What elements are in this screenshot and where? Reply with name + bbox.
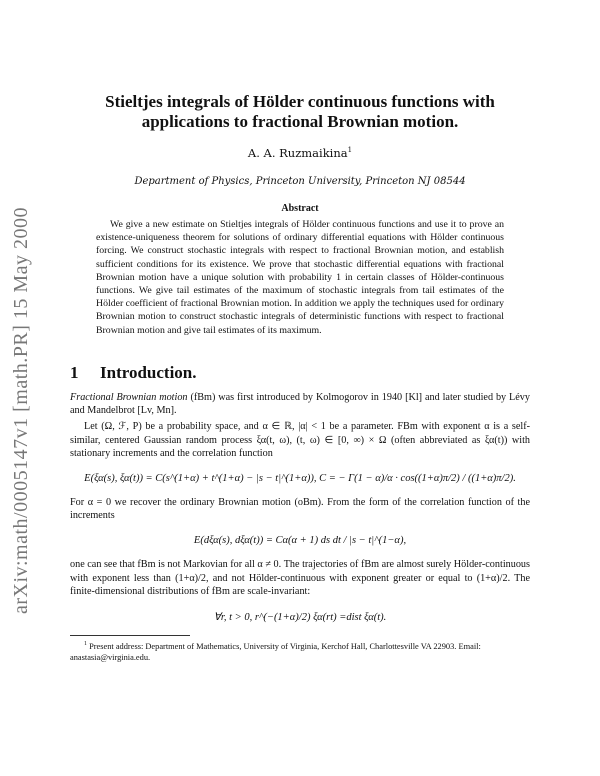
section-heading [70, 363, 530, 383]
intro-paragraph-3: For α = 0 we recover the ordinary Brownian motion (oBm). From the form of the correlation function of the increments [70, 496, 530, 522]
section-title: Introduction. [100, 362, 197, 382]
abstract-text: We give a new estimate on Stieltjes integrals of Hölder continuous functions and use it to prove an existence-uniqueness theorem for solutions of ordinary differential equations with Hölder continuous forcing. We construct stochastic integrals with respect to fractional Brownian motion, and establish sufficient conditions for its existence. We prove that stochastic differential equations with fractional Brownian motion have a unique solution with probability 1 in certain classes of Hölder-continuous functions. We give tail estimates of the maximum of stochastic integrals from tail estimates of the Hölder coefficient of fractional Brownian motion. In addition we apply the techniques used for ordinary Brownian motion to construct stochastic integrals of deterministic functions with respect to fractional Brownian motion and give tail estimates of its maximum. [96, 219, 504, 336]
footnote [70, 639, 530, 663]
title-line-2: applications to fractional Brownian motion. [141, 112, 459, 131]
intro-paragraph-4: one can see that fBm is not Markovian for all α ≠ 0. The trajectories of fBm are almost surely Hölder-continuous with exponent less than (1+α)/2, and not Hölder-continuous with exponent greater or equal to (1+α)/2. The finite-dimensional distributions of fBm are scale-invariant: [70, 558, 530, 598]
footnote-mark: 1 [84, 640, 87, 647]
footnote-text: Present address: Department of Mathematics, University of Virginia, Kerchof Hall, Charlottesville VA 22903. Email: anastasia@virginia.edu. [70, 641, 481, 662]
intro-paragraph-2: Let (Ω, ℱ, P) be a probability space, and α ∈ ℝ, |α| < 1 be a parameter. FBm with exponent α is a self-similar, centered Gaussian random process ξα(t, ω), (t, ω) ∈ [0, ∞) × Ω (often abbreviated as ξα(t)) with stationary increments and the correlation function [70, 421, 530, 460]
footnote-rule [70, 635, 190, 636]
intro-paragraph-1 [70, 391, 530, 418]
author-line [70, 146, 530, 160]
affiliation: Department of Physics, Princeton University, Princeton NJ 08544 [134, 176, 466, 187]
author-name: A. A. Ruzmaikina [247, 146, 348, 160]
equation-correlation: E(ξα(s), ξα(t)) = C(s^(1+α) + t^(1+α) − |s − t|^(1+α)), C = − Γ(1 − α)/α · cos((1+α)π/2) / ((1+α)π/2). [84, 472, 516, 484]
title-line-1: Stieltjes integrals of Hölder continuous functions with [105, 92, 495, 111]
intro-emphasis: Fractional Brownian motion [70, 391, 188, 403]
arxiv-identifier-text: arXiv:math/0005147v1 [math.PR] 15 May 2000 [10, 206, 33, 614]
equation-scale-invariance: ∀r, t > 0, r^(−(1+α)/2) ξα(rt) =dist ξα(t). [213, 611, 387, 623]
author-footnote-mark: 1 [347, 146, 353, 155]
paper-page [70, 92, 530, 663]
equation-increments: E(dξα(s), dξα(t)) = Cα(α + 1) ds dt / |s − t|^(1−α), [193, 534, 407, 546]
arxiv-identifier [2, 180, 42, 640]
abstract-heading: Abstract [281, 203, 319, 214]
intro-paragraph-1-rest: (fBm) was first introduced by Kolmogorov in 1940 [Kl] and later studied by Lévy and Mandelbrot [Lv, Mn]. [70, 391, 530, 417]
section-number: 1 [70, 362, 79, 382]
paper-title [70, 92, 530, 132]
